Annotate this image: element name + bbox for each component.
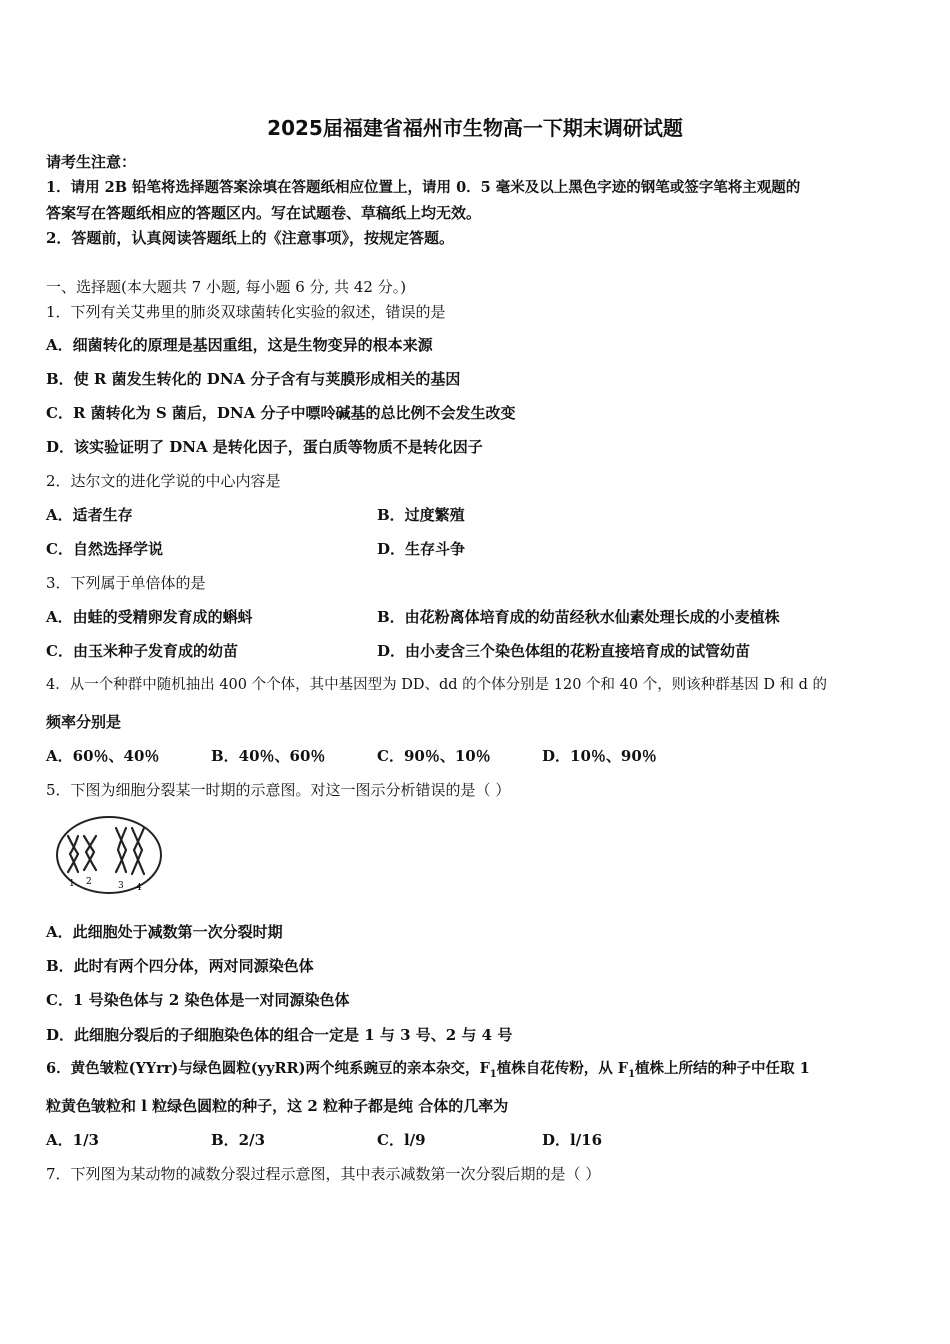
question-6-stem-part-2: 植株自花传粉，从 F	[496, 1060, 629, 1077]
question-4-option-d: D．10％、90％	[542, 747, 657, 765]
question-5-option-a: A．此细胞处于减数第一次分裂时期	[46, 923, 283, 941]
question-5-option-c: C．1 号染色体与 2 染色体是一对同源染色体	[46, 991, 350, 1009]
figure-label-4: 4	[136, 883, 142, 893]
question-6-sub-1: 1	[489, 1068, 497, 1080]
notice-line-1a: 1．请用 2B 铅笔将选择题答案涂填在答题纸相应位置上，请用 0．5 毫米及以上黑色字迹的钢笔或签字笔将主观题的	[46, 179, 801, 196]
question-4-stem-text: 4．从一个种群中随机抽出 400 个个体，其中基因型为 DD、dd 的个体分别是 120 个和 40 个，则该种群基因 D 和 d 的	[46, 677, 828, 693]
question-3-option-c: C．由玉米种子发育成的幼苗	[46, 642, 238, 660]
question-2-option-a: A．适者生存	[46, 506, 133, 524]
question-6-option-b: B．2/3	[211, 1131, 266, 1149]
chromosome-3	[116, 828, 126, 872]
question-3-option-a: A．由蛙的受精卵发育成的蝌蚪	[46, 608, 253, 626]
figure-label-1: 1	[69, 879, 75, 889]
question-2-option-b: B．过度繁殖	[377, 506, 465, 524]
question-4-option-b: B．40％、60％	[211, 747, 326, 765]
question-2-option-d: D．生存斗争	[377, 540, 466, 558]
chromosome-4	[132, 828, 144, 874]
question-4-stem-b: 频率分别是	[46, 713, 122, 731]
question-5-option-d: D．此细胞分裂后的子细胞染色体的组合一定是 1 与 3 号、2 与 4 号	[46, 1026, 513, 1044]
cell-division-figure	[54, 814, 166, 896]
question-3-stem: 3．下列属于单倍体的是	[46, 574, 206, 592]
question-4-option-c: C．90％、10％	[377, 747, 491, 765]
question-6-option-a: A．1/3	[46, 1131, 99, 1149]
question-6-option-c: C．l/9	[377, 1131, 426, 1149]
question-5-stem: 5．下图为细胞分裂某一时期的示意图。对这一图示分析错误的是（ ）	[46, 781, 511, 799]
chromosome-1	[68, 836, 78, 872]
question-6-stem-a	[46, 1059, 810, 1085]
question-3-option-b: B．由花粉离体培育成的幼苗经秋水仙素处理长成的小麦植株	[377, 608, 780, 626]
question-2-option-c: C．自然选择学说	[46, 540, 163, 558]
question-6-stem-b: 粒黄色皱粒和 l 粒绿色圆粒的种子，这 2 粒种子都是纯 合体的几率为	[46, 1097, 509, 1115]
question-2-stem: 2．达尔文的进化学说的中心内容是	[46, 472, 281, 490]
figure-label-3: 3	[118, 881, 124, 891]
page-title: 2025届福建省福州市生物高一下期末调研试题	[267, 116, 683, 140]
question-4-option-a: A．60％、40％	[46, 747, 160, 765]
question-4-stem-a	[46, 675, 827, 695]
question-1-option-b: B．使 R 菌发生转化的 DNA 分子含有与荚膜形成相关的基因	[46, 370, 461, 388]
question-1-option-a: A．细菌转化的原理是基因重组，这是生物变异的根本来源	[46, 336, 433, 354]
question-1-stem: 1．下列有关艾弗里的肺炎双球菌转化实验的叙述，错误的是	[46, 303, 446, 321]
question-6-stem-part-3: 植株上所结的种子中任取 1	[635, 1060, 810, 1077]
question-3-option-d: D．由小麦含三个染色体组的花粉直接培育成的试管幼苗	[377, 642, 751, 660]
question-1-option-d: D．该实验证明了 DNA 是转化因子，蛋白质等物质不是转化因子	[46, 438, 483, 456]
notice-line-1b: 答案写在答题纸相应的答题区内。写在试题卷、草稿纸上均无效。	[46, 204, 482, 222]
figure-label-2: 2	[86, 877, 92, 887]
question-7-stem: 7．下列图为某动物的减数分裂过程示意图，其中表示减数第一次分裂后期的是（ ）	[46, 1165, 601, 1183]
question-1-option-c: C．R 菌转化为 S 菌后，DNA 分子中嘌呤碱基的总比例不会发生改变	[46, 404, 516, 422]
question-6-stem-part-1: 6．黄色皱粒(YYrr)与绿色圆粒(yyRR)两个纯系豌豆的亲本杂交，F	[46, 1060, 490, 1077]
notice-line-2: 2．答题前，认真阅读答题纸上的《注意事项》，按规定答题。	[46, 229, 454, 247]
question-5-option-b: B．此时有两个四分体，两对同源染色体	[46, 957, 314, 975]
section-heading: 一、选择题(本大题共 7 小题, 每小题 6 分, 共 42 分。)	[46, 278, 407, 296]
chromosome-2	[84, 836, 96, 870]
notice-heading: 请考生注意：	[46, 153, 137, 171]
question-6-sub-2: 1	[628, 1068, 636, 1080]
question-6-option-d: D．l/16	[542, 1131, 603, 1149]
